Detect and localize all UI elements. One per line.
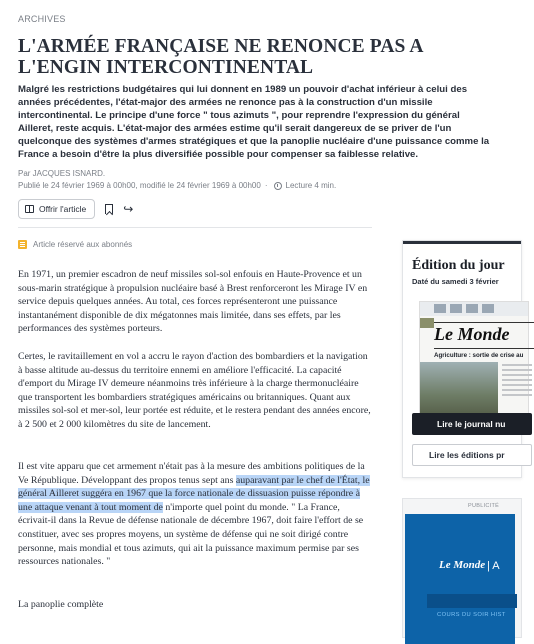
section-subheading: La panoplie complète: [18, 599, 104, 610]
edition-card: [402, 240, 522, 478]
ad-tagline: COURS DU SOIR HIST: [437, 612, 506, 618]
cover-rule: [434, 348, 534, 349]
ad-separator: | A: [487, 560, 500, 572]
edition-cover-image[interactable]: [419, 301, 529, 421]
publication-dates: Publié le 24 février 1969 à 00h00, modifié le 24 février 1969 à 00h00: [18, 181, 261, 190]
divider: [18, 227, 372, 228]
body-paragraph: [18, 460, 372, 569]
body-paragraph: En 1971, un premier escadron de neuf missiles sol-sol enfouis en Haute-Provence et un sous-marin stratégique à propulsion nucléaire basé à Brest renforceront les Mirage IV en service depuis quelques années. Au total, ces forces représenteront une puissance instantanément disponible de dix mégatonnes mais limitée, dans ses effets, par les performances des systèmes porteurs.: [18, 269, 368, 335]
gift-icon: [25, 205, 34, 213]
clock-icon: [274, 182, 282, 190]
body-text: n'importe quel point du monde. " La France, écrivait-il dans la Revue de défense nationale de décembre 1967, doit faire l'effort de se constituer, avec ses propres moyens, un système de défense qui ne soit dirigé contre personne, mais mondial et tous azimuts, qui ait la puissance maximum permise par ses ressources nationales. ": [18, 501, 364, 568]
dot-separator: ·: [264, 181, 268, 190]
byline[interactable]: Par JACQUES ISNARD.: [18, 169, 106, 178]
body-text: Il est vite apparu que cet armement n'était pas à la mesure des ambitions politiques de la Ve République. Développant des propos tenus sept ans: [18, 461, 365, 486]
ad-logo: Le Monde: [439, 559, 486, 571]
offer-article-button[interactable]: [18, 199, 95, 219]
section-tag[interactable]: ARCHIVES: [18, 14, 66, 24]
body-paragraph: Certes, le ravitaillement en vol a accru le rayon d'action des bombardiers et la navigation à basse altitude au-dessus du territoire ennemi en améliore l'efficacité. La capacité d'emport du Mirage IV demeure néanmoins très inférieure à la charge thermonucléaire que transportent les bombardiers stratégiques américains ou britanniques. Quant aux missiles sol-sol et mer-sol, leur portée est réduite, et le restera pendant des années encore, à 2 500 et 2 000 kilomètres du site de lancement.: [18, 351, 371, 430]
cover-headline: Agriculture : sortie de crise au: [434, 352, 524, 359]
cover-rule: [434, 322, 534, 323]
ad-box[interactable]: [402, 498, 522, 638]
selected-text[interactable]: auparavant par le chef de l'État, le général Ailleret suggéra en 1967 que la force nationale de dissuasion puisse répondre à une attaque venant à tout moment de: [18, 474, 370, 513]
read-edition-button[interactable]: Lire le journal nu: [412, 413, 532, 435]
page-title: L'ARMÉE FRANÇAISE NE RENONCE PAS A L'ENGIN INTERCONTINENTAL: [18, 36, 423, 78]
article-lead: Malgré les restrictions budgétaires qui lui donnent en 1989 un pouvoir d'achat inférieur à celui des années précédentes, l'état-major des armées ne renonce pas à la construction d'un missile intercontinental. Le principe d'une force " tous azimuts ", pour reprendre l'expression du général Ailleret, reste acquis. L'état-major des armées estime qu'il serait dangereux de se priver de l'un quelconque des systèmes d'armes stratégiques et que la panoplie nucléaire d'une puissance comme la France a besoin d'être la plus diversifiée possible pour compenser sa faiblesse relative.: [18, 84, 490, 160]
previous-editions-button[interactable]: Lire les éditions pr: [412, 444, 532, 466]
cover-logo: Le Monde: [434, 324, 510, 344]
bookmark-icon[interactable]: [105, 204, 113, 214]
cover-text-column: [502, 364, 532, 366]
cover-top-strip: [420, 302, 528, 316]
edition-date: Daté du samedi 3 février: [412, 277, 499, 286]
premium-label: Article réservé aux abonnés: [33, 240, 133, 249]
publication-info: [18, 181, 336, 190]
ad-banner[interactable]: [405, 514, 515, 644]
share-icon[interactable]: ↪: [123, 202, 134, 216]
article-actions: [18, 199, 133, 219]
edition-title: Édition du jour: [412, 258, 505, 273]
ad-label: PUBLICITÉ: [468, 503, 500, 509]
premium-badge: [18, 240, 132, 249]
cover-thumbnail: [420, 318, 434, 328]
offer-article-label: Offrir l'article: [39, 204, 87, 214]
premium-icon: [18, 240, 27, 249]
reading-time: Lecture 4 min.: [285, 181, 337, 190]
ad-band: [427, 594, 517, 608]
